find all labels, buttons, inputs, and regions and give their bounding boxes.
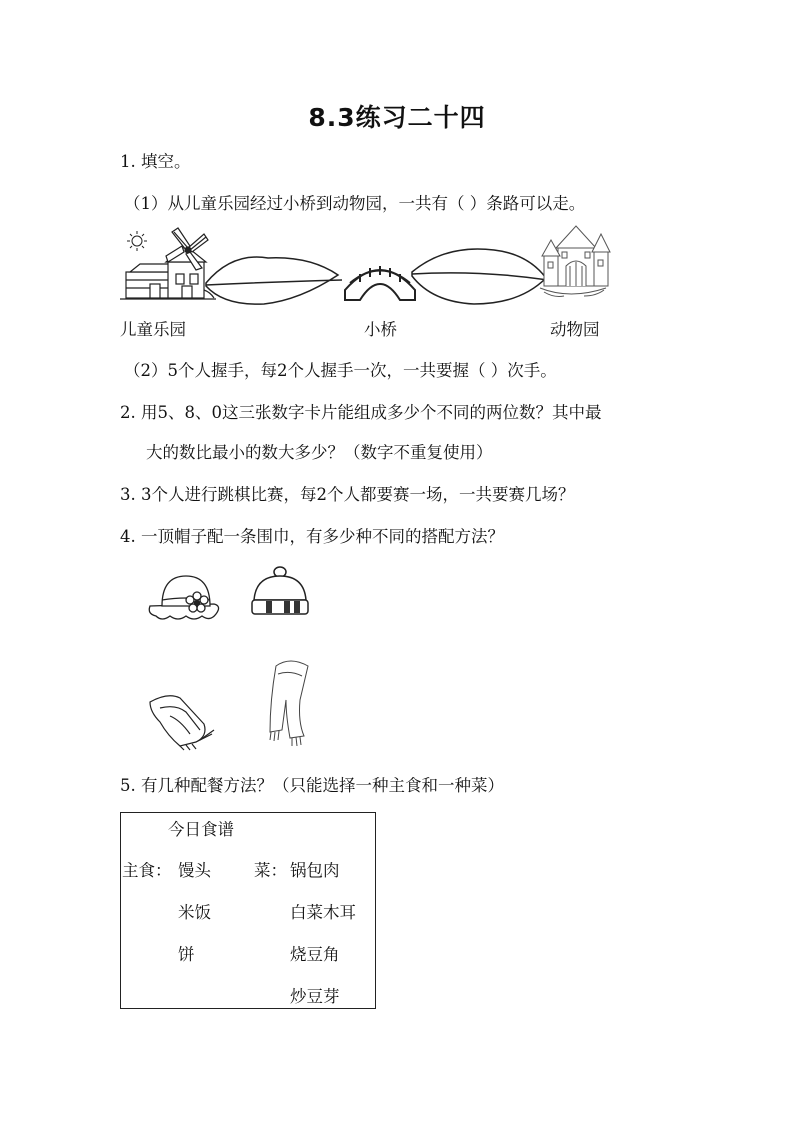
right-paths [412,249,548,304]
question-5: 5. 有几种配餐方法？（只能选择一种主食和一种菜） [120,776,504,795]
question-1-part-2: （2）5个人握手，每2个人握手一次，一共要握（ ）次手。 [124,361,557,380]
place-label-bridge: 小桥 [364,320,397,339]
question-2-line-2: 大的数比最小的数大多少？（数字不重复使用） [146,443,493,462]
dish-item: 炒豆芽 [290,987,340,1006]
staple-label: 主食： [122,861,172,880]
left-paths [206,257,342,304]
dish-label: 菜： [254,861,287,880]
fringed-scarf-icon [270,661,308,746]
sun-icon [127,231,147,251]
staple-item: 饼 [178,945,195,964]
flower-icon [186,592,208,612]
folded-scarf-icon [150,696,214,750]
dish-item: 锅包肉 [290,861,340,880]
place-label-zoo: 动物园 [550,320,600,339]
windmill-house-icon [120,228,216,299]
dish-item: 烧豆角 [290,945,340,964]
bridge-icon [345,266,415,300]
zoo-castle-icon [540,226,610,297]
menu-title: 今日食谱 [168,820,234,839]
knit-beanie-icon [252,567,308,614]
sun-hat-icon [149,576,218,619]
question-3: 3. 3个人进行跳棋比赛，每2个人都要赛一场，一共要赛几场？ [120,485,575,504]
place-label-playground: 儿童乐园 [120,320,186,339]
question-1-part-1: （1）从儿童乐园经过小桥到动物园，一共有（ ）条路可以走。 [124,194,586,213]
question-2-line-1: 2. 用5、8、0这三张数字卡片能组成多少个不同的两位数？其中最 [120,403,602,422]
question-4: 4. 一顶帽子配一条围巾，有多少种不同的搭配方法？ [120,527,504,546]
page-title: 8.3练习二十四 [308,103,486,132]
staple-item: 米饭 [178,903,211,922]
staple-item: 馒头 [178,861,211,880]
question-1-heading: 1. 填空。 [120,152,191,171]
dish-item: 白菜木耳 [290,903,356,922]
